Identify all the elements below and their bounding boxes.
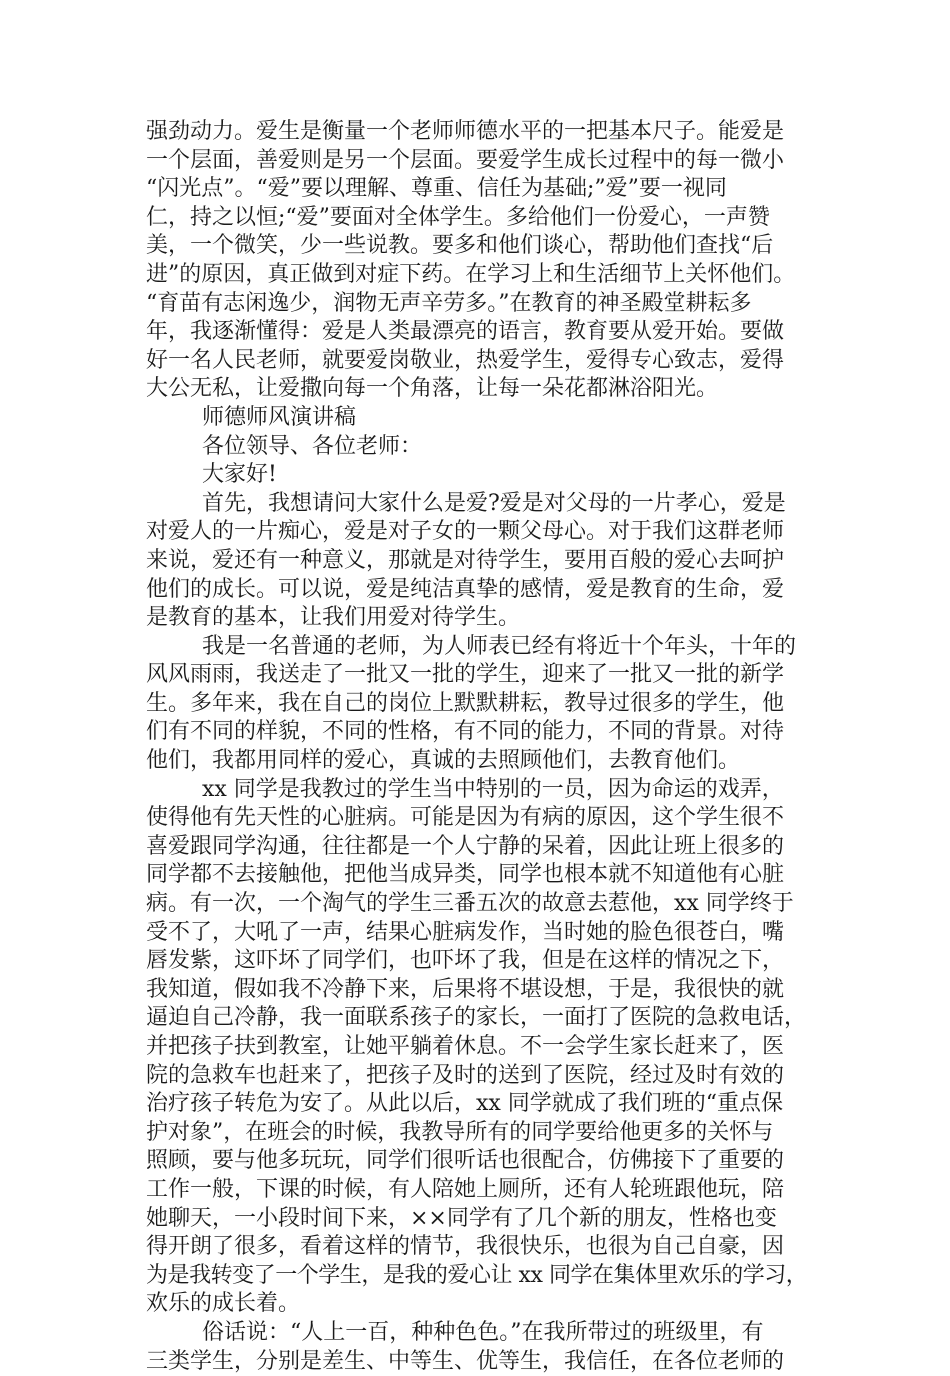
text-line: 师德师风演讲稿 [202, 404, 357, 430]
text-line: 照顾，要与他多玩玩，同学们很听话也很配合，仿佛接下了重要的 [146, 1148, 785, 1174]
text-line: 得开朗了很多，看着这样的情节，我很快乐，也很为自己自豪，因 [146, 1234, 785, 1260]
text-line: 他们，我都用同样的爱心，真诚的去照顾他们，去教育他们。 [146, 748, 741, 774]
text-line: 大公无私，让爱撒向每一个角落，让每一朵花都淋浴阳光。 [146, 376, 719, 402]
text-line: 是教育的基本，让我们用爱对待学生。 [146, 605, 521, 631]
text-line: 进”的原因，真正做到对症下药。在学习上和生活细节上关怀他们。 [146, 261, 796, 287]
text-line: 大家好! [202, 462, 277, 488]
text-line: 工作一般，下课的时候，有人陪她上厕所，还有人轮班跟他玩，陪 [146, 1176, 785, 1202]
text-line: 美，一个微笑，少一些说教。要多和他们谈心，帮助他们查找“后 [146, 233, 774, 259]
text-line: 使得他有先天性的心脏病。可能是因为有病的原因，这个学生很不 [146, 805, 785, 831]
text-line: 强劲动力。爱生是衡量一个老师师德水平的一把基本尺子。能爱是 [146, 119, 785, 144]
text-line: 们有不同的样貌，不同的性格，有不同的能力，不同的背景。对待 [146, 719, 785, 745]
text-line: 来说，爱还有一种意义，那就是对待学生，要用百般的爱心去呵护 [146, 547, 785, 573]
text-line: “育苗有志闲逸少，润物无声辛劳多。”在教育的神圣殿堂耕耘多 [146, 290, 752, 316]
text-line: 逼迫自己冷静，我一面联系孩子的家长，一面打了医院的急救电话， [146, 1005, 807, 1031]
text-line: 院的急救车也赶来了，把孩子及时的送到了医院，经过及时有效的 [146, 1062, 785, 1088]
text-line: 好一名人民老师，就要爱岗敬业，热爱学生，爱得专心致志，爱得 [146, 347, 785, 373]
text-line: xx 同学是我教过的学生当中特别的一员，因为命运的戏弄， [202, 776, 784, 802]
text-line: 欢乐的成长着。 [146, 1291, 301, 1317]
text-line: 她聊天，一小段时间下来，××同学有了几个新的朋友，性格也变 [146, 1205, 777, 1231]
text-line: 俗话说：“人上一百，种种色色。”在我所带过的班级里，有 [202, 1319, 764, 1345]
text-line: 喜爱跟同学沟通，往往都是一个人宁静的呆着，因此让班上很多的 [146, 833, 785, 859]
text-line: 同学都不去接触他，把他当成异类，同学也根本就不知道他有心脏 [146, 862, 785, 888]
text-line: 病。有一次，一个淘气的学生三番五次的故意去惹他，xx 同学终于 [146, 891, 794, 917]
text-line: 仁，持之以恒;“爱”要面对全体学生。多给他们一份爱心，一声赞 [146, 204, 770, 230]
text-line: 三类学生，分别是差生、中等生、优等生，我信任，在各位老师的 [146, 1348, 785, 1374]
text-line: 我知道，假如我不冷静下来，后果将不堪设想，于是，我很快的就 [146, 976, 785, 1002]
document-body [146, 118, 808, 1376]
text-line: 对爱人的一片痴心，爱是对子女的一颗父母心。对于我们这群老师 [146, 519, 785, 545]
text-line: 护对象”，在班会的时候，我教导所有的同学要给他更多的关怀与 [146, 1119, 774, 1145]
text-line: 我是一名普通的老师，为人师表已经有将近十个年头，十年的 [202, 633, 797, 659]
text-line: 他们的成长。可以说，爱是纯洁真挚的感情，爱是教育的生命，爱 [146, 576, 785, 602]
text-line: 一个层面，善爱则是另一个层面。要爱学生成长过程中的每一微小 [146, 147, 785, 173]
text-line: 治疗孩子转危为安了。从此以后，xx 同学就成了我们班的“重点保 [146, 1091, 784, 1117]
text-line: 受不了，大吼了一声，结果心脏病发作，当时她的脸色很苍白，嘴 [146, 919, 785, 945]
text-line: 风风雨雨，我送走了一批又一批的学生，迎来了一批又一批的新学 [146, 662, 785, 688]
text-line: 各位领导、各位老师： [202, 433, 423, 459]
text-line: 年，我逐渐懂得：爱是人类最漂亮的语言，教育要从爱开始。要做 [146, 319, 785, 345]
text-line: 为是我转变了一个学生，是我的爱心让 xx 同学在集体里欢乐的学习， [146, 1262, 808, 1288]
text-line: 生。多年来，我在自己的岗位上默默耕耘，教导过很多的学生，他 [146, 690, 785, 716]
text-line: 唇发紫，这吓坏了同学们，也吓坏了我，但是在这样的情况之下， [146, 948, 785, 974]
text-line: “闪光点”。“爱”要以理解、尊重、信任为基础;”爱”要一视同 [146, 176, 727, 202]
text-line: 并把孩子扶到教室，让她平躺着休息。不一会学生家长赶来了，医 [146, 1034, 785, 1059]
text-line: 首先，我想请问大家什么是爱?爱是对父母的一片孝心，爱是 [202, 490, 786, 516]
